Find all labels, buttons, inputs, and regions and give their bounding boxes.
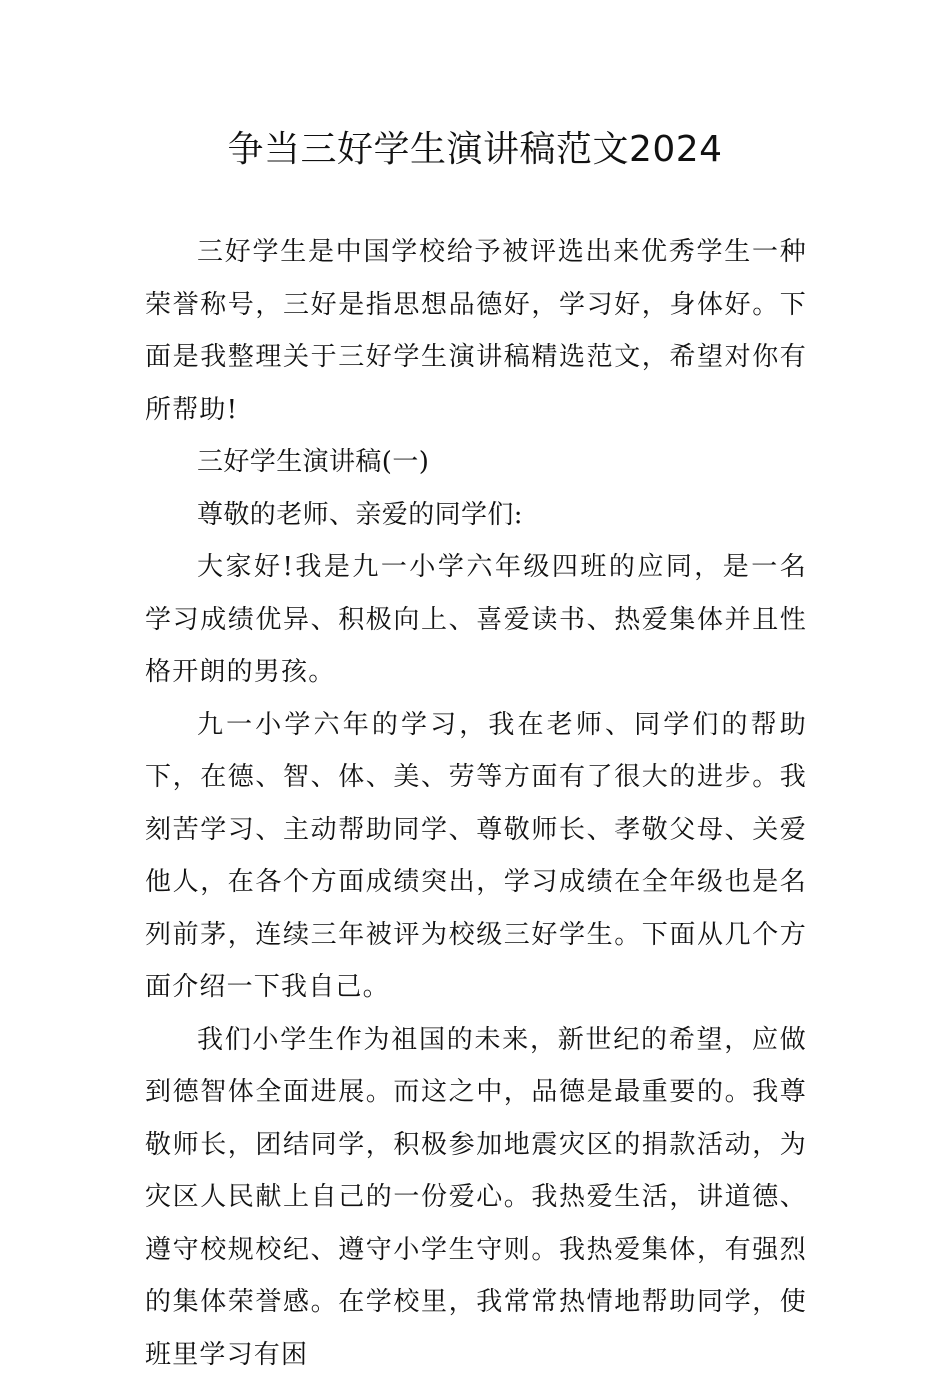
intro-paragraph: 三好学生是中国学校给予被评选出来优秀学生一种荣誉称号，三好是指思想品德好，学习好，身体好。下面是我整理关于三好学生演讲稿精选范文，希望对你有所帮助! xyxy=(145,226,807,436)
body-paragraph: 大家好!我是九一小学六年级四班的应同，是一名学习成绩优异、积极向上、喜爱读书、热爱集体并且性格开朗的男孩。 xyxy=(145,541,807,699)
section-heading: 三好学生演讲稿(一) xyxy=(145,436,807,489)
salutation: 尊敬的老师、亲爱的同学们: xyxy=(145,489,807,542)
document-body xyxy=(145,226,807,1381)
document-title: 争当三好学生演讲稿范文2024 xyxy=(0,122,950,178)
body-paragraph: 九一小学六年的学习，我在老师、同学们的帮助下，在德、智、体、美、劳等方面有了很大的进步。我刻苦学习、主动帮助同学、尊敬师长、孝敬父母、关爱他人，在各个方面成绩突出，学习成绩在全年级也是名列前茅，连续三年被评为校级三好学生。下面从几个方面介绍一下我自己。 xyxy=(145,699,807,1014)
body-paragraph: 我们小学生作为祖国的未来，新世纪的希望，应做到德智体全面进展。而这之中，品德是最重要的。我尊敬师长，团结同学，积极参加地震灾区的捐款活动，为灾区人民献上自己的一份爱心。我热爱生活，讲道德、遵守校规校纪、遵守小学生守则。我热爱集体，有强烈的集体荣誉感。在学校里，我常常热情地帮助同学，使班里学习有困 xyxy=(145,1014,807,1381)
